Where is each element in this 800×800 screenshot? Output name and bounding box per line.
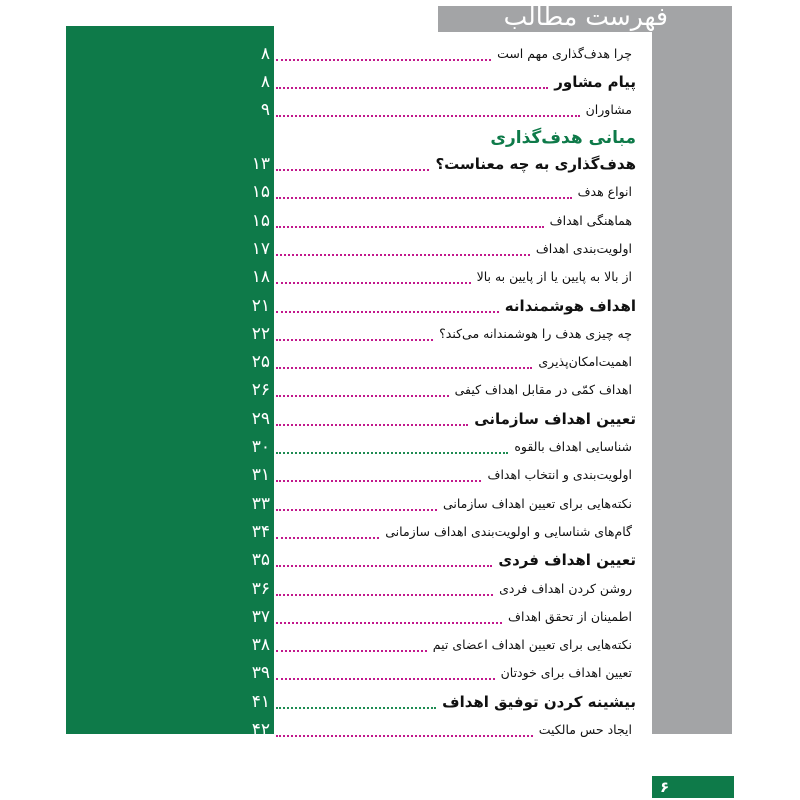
toc-leader-dots [276,254,530,256]
toc-page-number: ۳۳ [251,493,270,514]
toc-page-number: ۱۷ [251,238,270,259]
toc-page-number: ۲۹ [251,408,270,429]
toc-leader-dots [276,395,449,397]
toc-leader-dots [276,678,495,680]
toc-entry[interactable] [0,688,800,716]
toc-entry[interactable] [0,235,800,263]
toc-page-number: ۹ [260,100,270,120]
toc-chapter-title: تعیین اهداف سازمانی [470,405,636,433]
toc-entry[interactable] [0,405,800,433]
toc-leader-dots [276,622,502,624]
toc-page-number: ۱۳ [251,154,270,174]
toc-entry[interactable] [0,178,800,206]
toc-entry[interactable] [0,631,800,659]
toc-chapter-title: تعیین اهداف فردی [494,546,636,574]
toc-leader-dots [276,735,533,737]
toc-leader-dots [276,537,379,539]
toc-section-title: از بالا به پایین یا از پایین به بالا [473,263,632,291]
toc-leader-dots [276,509,437,511]
toc-page-number: ۱۵ [251,210,270,231]
toc-leader-dots [276,59,491,61]
toc-page-number: ۴۱ [251,691,270,712]
toc-section-title: اولویت‌بندی اهداف [532,235,632,263]
toc-leader-dots [276,650,427,652]
toc-leader-dots [276,480,481,482]
toc-leader-dots [276,87,548,89]
toc-leader-dots [276,339,433,341]
toc-page-number: ۱۵ [251,182,270,203]
toc-entry[interactable] [0,348,800,376]
toc-chapter-title: هدف‌گذاری به چه معناست؟ [431,150,636,178]
toc-chapter-title: بیشینه کردن توفیق اهداف [438,688,636,716]
toc-entry[interactable] [0,575,800,603]
toc-section-title: شناسایی اهداف بالقوه [510,433,632,461]
toc-page-number: ۳۶ [251,578,270,599]
toc-section-title: هماهنگی اهداف [546,207,632,235]
toc-leader-dots [276,169,429,171]
toc-entry[interactable] [0,292,800,320]
toc-page-number: ۳۸ [251,635,270,656]
toc-page-number: ۳۷ [251,606,270,627]
toc-page-number: ۳۱ [251,465,270,486]
toc-entry[interactable] [0,68,800,96]
toc-entry[interactable] [0,546,800,574]
toc-leader-dots [276,282,471,284]
toc-section-title: انواع هدف [574,178,632,206]
toc-leader-dots [276,452,508,454]
toc-section-title: نکته‌هایی برای تعیین اهداف سازمانی [439,490,632,518]
toc-leader-dots [276,311,499,313]
toc-entry[interactable] [0,376,800,404]
toc-page-number: ۲۵ [251,352,270,373]
toc-leader-dots [276,565,492,567]
toc-leader-dots [276,707,436,709]
toc-page-number: ۳۹ [251,663,270,684]
toc-entry[interactable] [0,603,800,631]
toc-page-number: ۳۴ [251,521,270,542]
toc-section-title: مشاوران [582,96,632,124]
toc-page-number: ۸ [260,72,270,92]
toc-entry[interactable] [0,461,800,489]
toc-section-title: اهمیت‌امکان‌پذیری [534,348,632,376]
toc-section-title: اطمینان از تحقق اهداف [504,603,632,631]
toc-entry[interactable] [0,433,800,461]
toc-leader-dots [276,115,580,117]
toc-page-number: ۲۱ [251,295,270,316]
toc-chapter-title: پیام مشاور [550,68,636,96]
toc-leader-dots [276,226,544,228]
toc-entry[interactable] [0,490,800,518]
toc-entry[interactable] [0,659,800,687]
toc-section-title: ایجاد حس مالکیت [535,716,632,744]
toc-page-number: ۲۲ [251,323,270,344]
toc-section-title: اهداف کمّی در مقابل اهداف کیفی [451,376,632,404]
toc-entry[interactable] [0,40,800,68]
toc-leader-dots [276,367,532,369]
toc-section-title: چه چیزی هدف را هوشمندانه می‌کند؟ [435,320,632,348]
toc-entry[interactable] [0,320,800,348]
toc-entry[interactable] [0,518,800,546]
toc-entry[interactable] [0,263,800,291]
footer-page-number: ۶ [660,778,670,796]
toc-section-title: گام‌های شناسایی و اولویت‌بندی اهداف سازمانی [381,518,632,546]
toc-entry[interactable] [0,96,800,124]
section-heading: مبانی هدف‌گذاری [490,128,636,148]
toc-section-title: تعیین اهداف برای خودتان [497,659,632,687]
toc-page-number: ۴۲ [251,720,270,740]
toc-section-title: اولویت‌بندی و انتخاب اهداف [483,461,632,489]
toc-page-number: ۸ [260,44,270,64]
toc-page-number: ۳۰ [251,437,270,457]
toc-entry[interactable] [0,207,800,235]
toc-leader-dots [276,197,572,199]
toc-leader-dots [276,594,493,596]
toc-leader-dots [276,424,468,426]
toc-entry[interactable] [0,716,800,744]
toc-section-title: نکته‌هایی برای تعیین اهداف اعضای تیم [429,631,632,659]
toc-entry[interactable] [0,150,800,178]
toc-section-title: چرا هدف‌گذاری مهم است [493,40,632,68]
toc-page-number: ۲۶ [251,380,270,401]
toc-page-number: ۳۵ [251,550,270,571]
toc-page-number: ۱۸ [251,267,270,288]
page-title: فهرست مطالب [503,2,668,31]
toc-section-title: روشن کردن اهداف فردی [495,575,632,603]
toc-chapter-title: اهداف هوشمندانه [501,292,636,320]
